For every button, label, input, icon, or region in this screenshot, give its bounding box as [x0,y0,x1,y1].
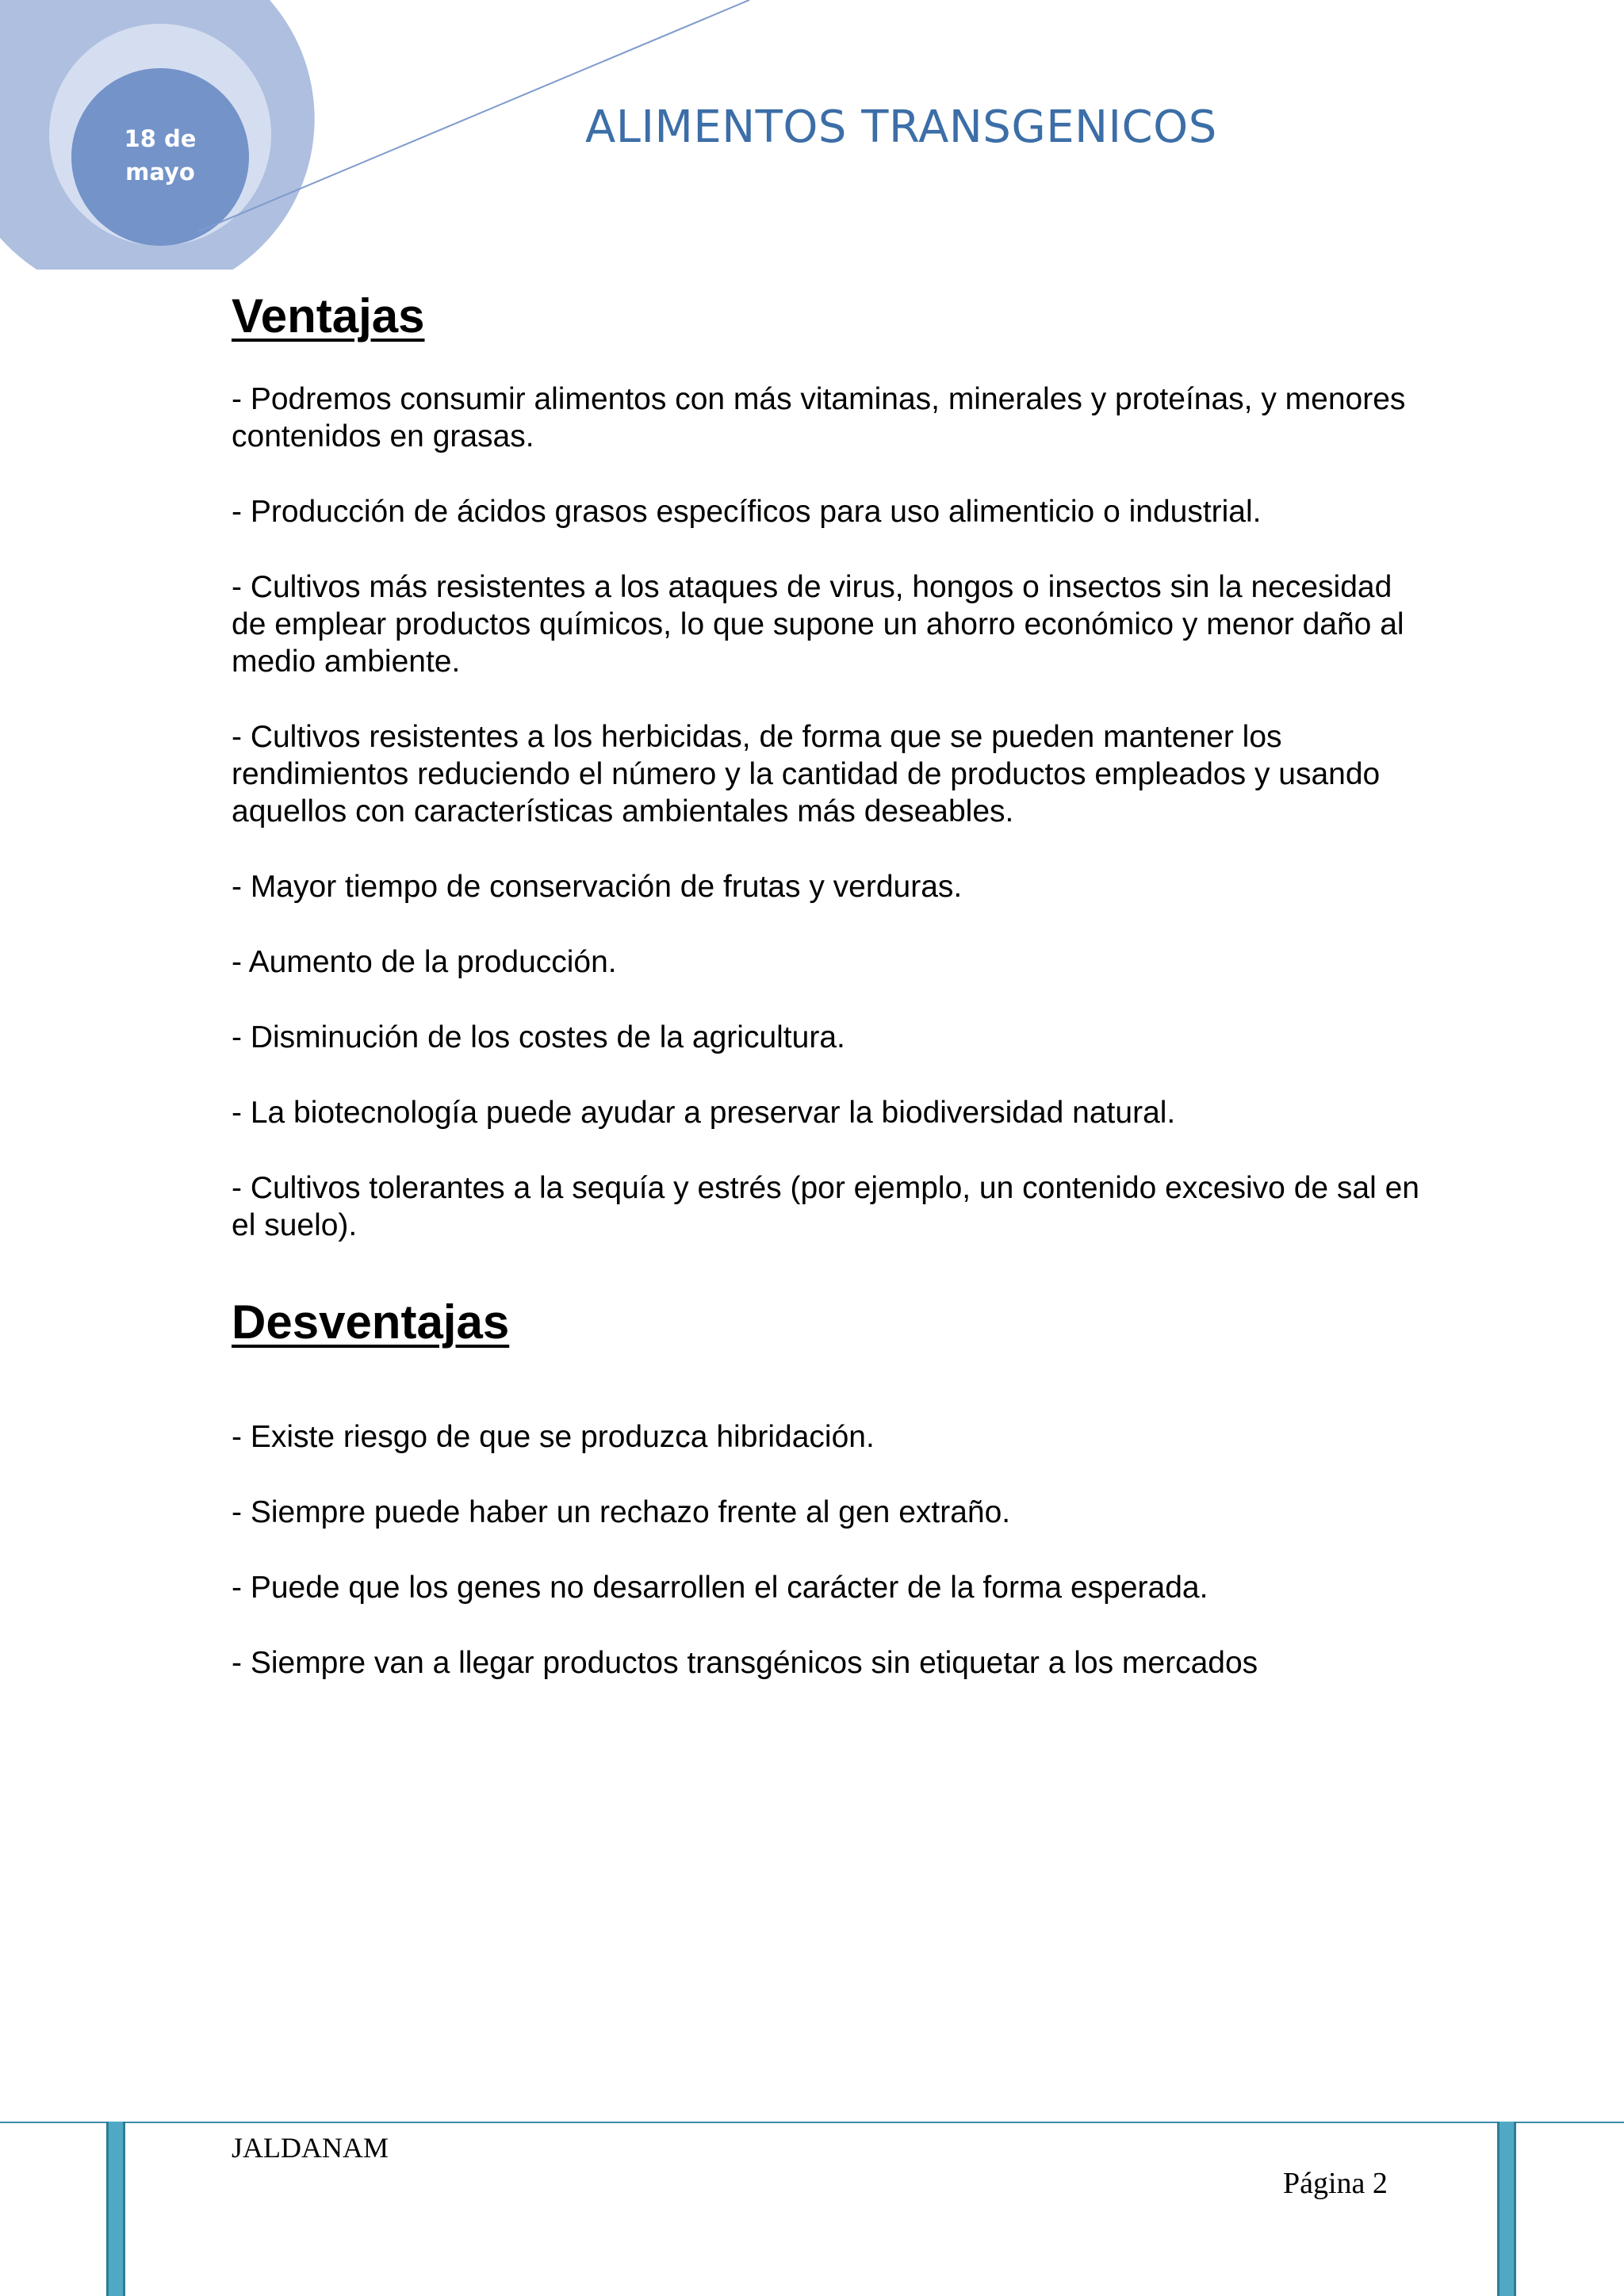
footer-author: JALDANAM [232,2132,389,2164]
page-number: Página 2 [1283,2167,1388,2200]
document-body [232,285,1421,1720]
desventajas-item: - Existe riesgo de que se produzca hibridación. [232,1420,875,1454]
desventajas-item: - Puede que los genes no desarrollen el carácter de la forma esperada. [232,1571,1208,1605]
ventajas-heading: Ventajas [232,289,425,342]
header-date [79,122,241,189]
ventajas-item: - Disminución de los costes de la agricultura. [232,1020,845,1054]
ventajas-item: - Producción de ácidos grasos específicos para uso alimenticio o industrial. [232,495,1262,529]
ventajas-item: - Mayor tiempo de conservación de frutas y verduras. [232,870,963,904]
ventajas-item: - Cultivos resistentes a los herbicidas, de forma que se pueden mantener los rendimientos reduciendo el número y la cantidad de productos empleados y usando aquellos con características ambientales más deseables. [232,720,1381,828]
desventajas-item: - Siempre puede haber un rechazo frente al gen extraño. [232,1495,1011,1529]
ventajas-item: - Cultivos más resistentes a los ataques de virus, hongos o insectos sin la necesidad de emplear productos químicos, lo que supone un ahorro económico y menor daño al medio ambiente. [232,570,1404,679]
desventajas-heading: Desventajas [232,1295,510,1349]
date-day: 18 de [124,125,197,152]
ventajas-item: - Cultivos tolerantes a la sequía y estrés (por ejemplo, un contenido excesivo de sal en el suelo). [232,1171,1419,1242]
date-month: mayo [125,159,195,186]
document-title: ALIMENTOS TRANSGENICOS [585,101,1217,153]
ventajas-item: - Aumento de la producción. [232,945,617,979]
ventajas-item: - La biotecnología puede ayudar a preservar la biodiversidad natural. [232,1096,1176,1130]
ventajas-item: - Podremos consumir alimentos con más vitaminas, minerales y proteínas, y menores contenidos en grasas. [232,382,1406,453]
footer-right-bar [1497,2122,1516,2296]
footer-left-bar [106,2122,125,2296]
footer-divider [0,2122,1624,2123]
desventajas-item: - Siempre van a llegar productos transgénicos sin etiquetar a los mercados [232,1646,1258,1680]
